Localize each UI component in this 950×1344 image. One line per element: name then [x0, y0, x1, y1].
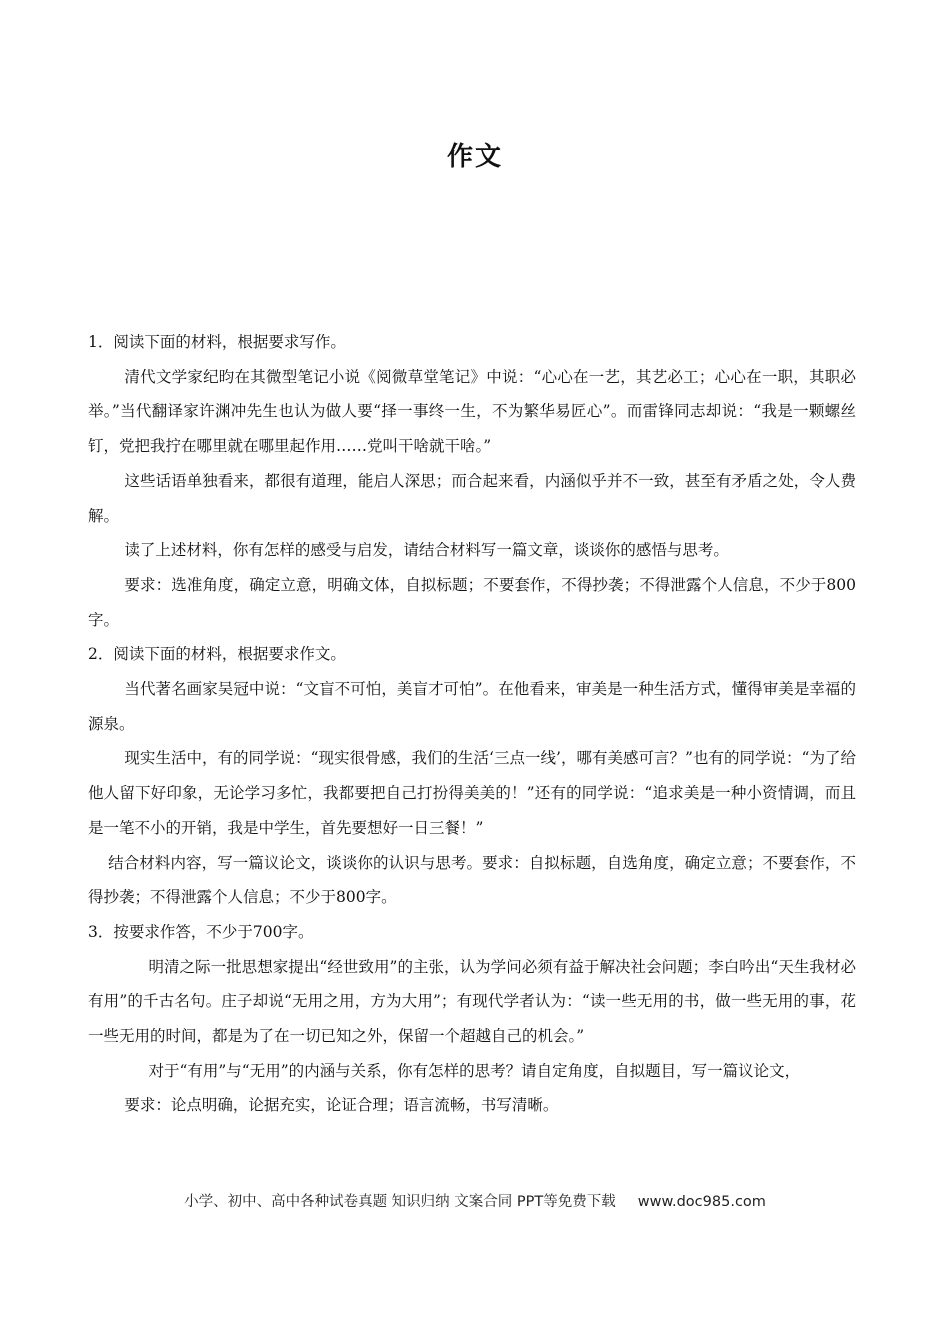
question-3-requirements: 要求：论点明确，论据充实，论证合理；语言流畅，书写清晰。	[124, 1096, 559, 1115]
footer-text: 小学、初中、高中各种试卷真题 知识归纳 文案合同 PPT等免费下载	[184, 1194, 616, 1210]
question-1-analysis: 这些话语单独看来，都很有道理，能启人深思；而合起来看，内涵似乎并不一致，甚至有矛盾之处，令人费解。	[88, 471, 856, 525]
question-1-prompt: 读了上述材料，你有怎样的感受与启发，请结合材料写一篇文章，谈谈你的感悟与思考。	[124, 541, 729, 560]
question-2-requirements: 结合材料内容，写一篇议论文，谈谈你的认识与思考。要求：自拟标题，自选角度，确定立意；不要套作，不得抄袭；不得泄露个人信息；不少于800字。	[88, 853, 856, 907]
question-2-heading: 2．阅读下面的材料，根据要求作文。	[88, 645, 346, 664]
page-footer	[0, 1190, 950, 1211]
document-body	[88, 325, 856, 1123]
question-3-prompt: 对于“有用”与“无用”的内涵与关系，你有怎样的思考？请自定角度，自拟题目，写一篇议论文，	[148, 1061, 801, 1080]
question-1-material: 清代文学家纪昀在其微型笔记小说《阅微草堂笔记》中说：“心心在一艺，其艺必工；心心在一职，其职必举。”当代翻译家许渊冲先生也认为做人要“择一事终一生，不为繁华易匠心”。而雷锋同志却说：“我是一颗螺丝钉，党把我拧在哪里就在哪里起作用……党叫干啥就干啥。”	[88, 367, 856, 456]
question-1-requirements: 要求：选准角度，确定立意，明确文体，自拟标题；不要套作，不得抄袭；不得泄露个人信息，不少于800字。	[88, 575, 856, 629]
question-3-heading: 3．按要求作答，不少于700字。	[88, 922, 314, 941]
page-title: 作文	[446, 142, 503, 172]
question-3-material: 明清之际一批思想家提出“经世致用”的主张，认为学问必须有益于解决社会问题；李白吟出“天生我材必有用”的千古名句。庄子却说“无用之用，方为大用”；有现代学者认为：“读一些无用的书，做一些无用的事，花一些无用的时间，都是为了在一切已知之外，保留一个超越自己的机会。”	[88, 957, 856, 1046]
question-2-opinions: 现实生活中，有的同学说：“现实很骨感，我们的生活‘三点一线’，哪有美感可言？”也有的同学说：“为了给他人留下好印象，无论学习多忙，我都要把自己打扮得美美的！”还有的同学说：“追求美是一种小资情调，而且是一笔不小的开销，我是中学生，首先要想好一日三餐！”	[88, 749, 856, 837]
question-1-heading: 1．阅读下面的材料，根据要求写作。	[88, 333, 346, 351]
footer-url[interactable]: www.doc985.com	[637, 1194, 766, 1210]
question-2-material: 当代著名画家吴冠中说：“文盲不可怕，美盲才可怕”。在他看来，审美是一种生活方式，懂得审美是幸福的源泉。	[88, 680, 856, 733]
